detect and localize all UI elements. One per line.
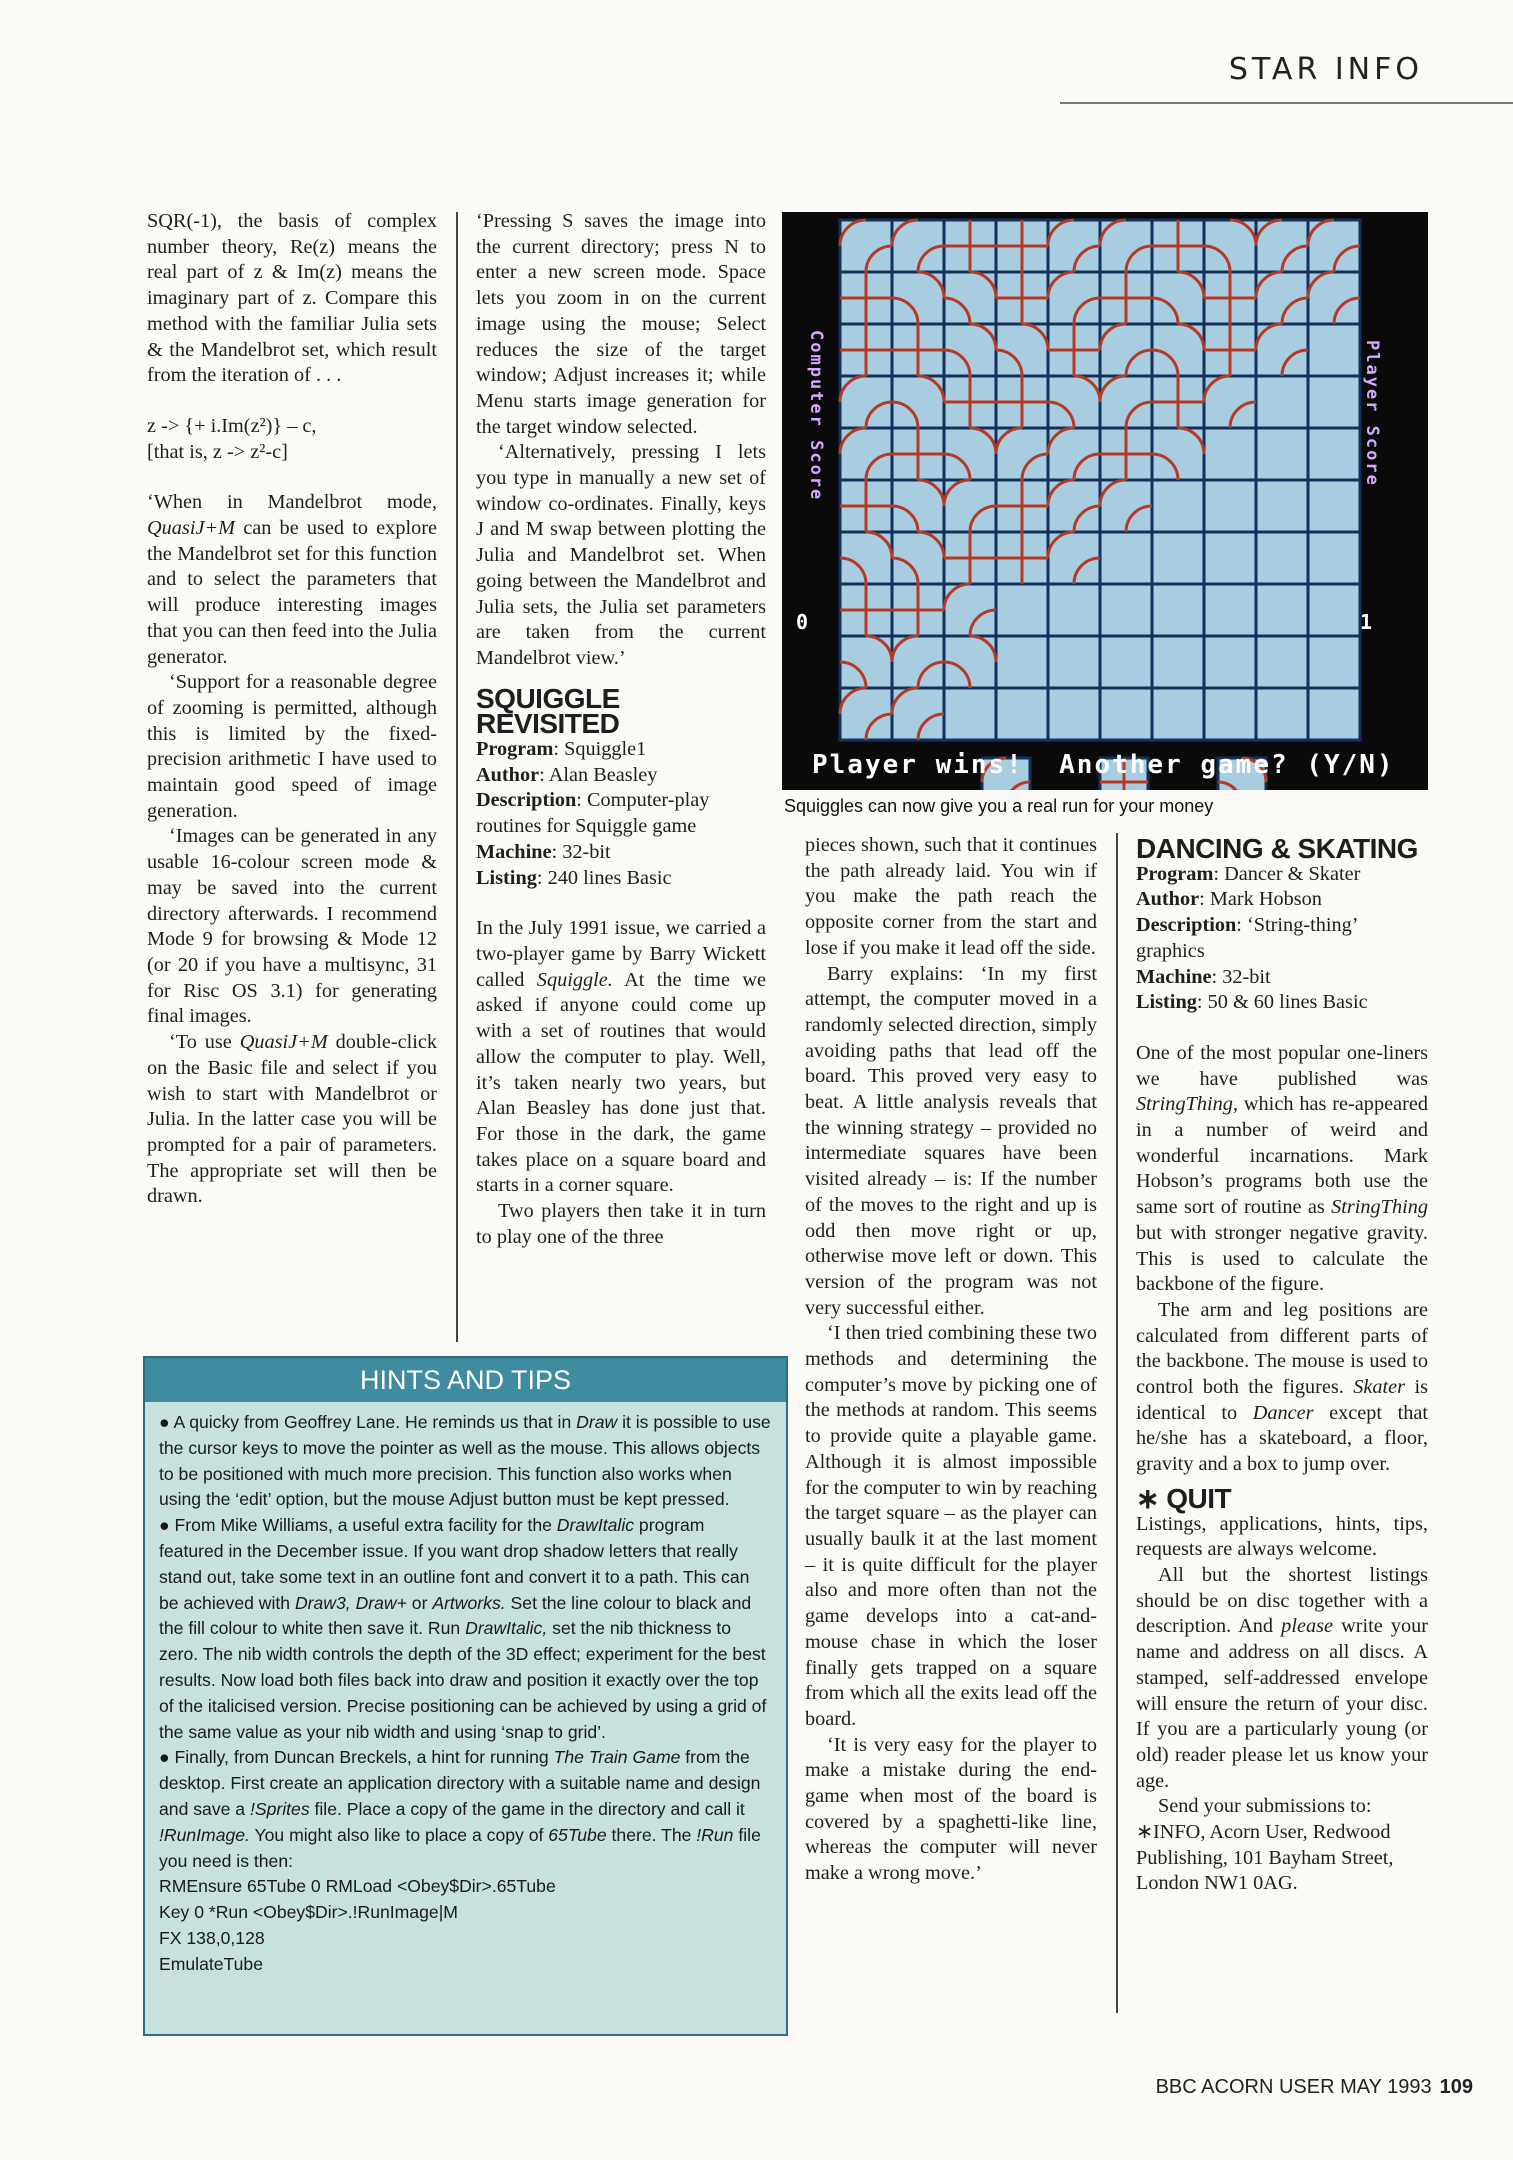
board-cell — [1100, 584, 1152, 636]
program-meta: Program: Squiggle1 Author: Alan Beasley Description: Computer-play routines for Squiggle game Machine: 32-bit Listing: 240 lines Basic — [476, 738, 710, 889]
board-cell — [1152, 688, 1204, 740]
column-2 — [476, 209, 766, 1250]
game-status-message: Player wins! Another game? (Y/N) — [812, 750, 1395, 780]
board-cell — [1308, 688, 1360, 740]
board-cell — [1152, 532, 1204, 584]
player-score: 1 — [1360, 610, 1373, 634]
board-cell — [1308, 532, 1360, 584]
board-cell — [1308, 324, 1360, 376]
col4-paragraph: The arm and leg positions are calculated from different parts of the backbone. The mouse is used to control both the figures. Skater is identical to Dancer except that he/she has a skateboard, a floor, gravity and a box to jump over. — [1136, 1298, 1429, 1476]
section-heading-squiggle: SQUIGGLE REVISITED — [476, 682, 620, 740]
player-score-label: Player Score — [1362, 340, 1382, 487]
col3-paragraph: ‘It is very easy for the player to make a mistake during the end-game when most of the board is covered by a spaghetti-like line, whereas the computer will never make a wrong move.’ — [805, 1733, 1097, 1885]
col3-paragraph: ‘I then tried combining these two methods and determining the computer’s move by picking one of the methods at random. This seems to provide quite a playable game. Although it is almost impossible for the computer to win by reaching the target square – as the player can usually baulk it at the last moment – it is quite difficult for the player also and more often than not the game develops into a cat-and-mouse chase in which the loser finally gets trapped on a square from which all the exits lead off the board. — [805, 1322, 1097, 1730]
program-meta: Program: Dancer & Skater Author: Mark Hobson Description: ‘String-thing’ graphics Machine: 32-bit Listing: 50 & 60 lines Basic — [1136, 862, 1368, 1014]
board-cell — [1256, 428, 1308, 480]
board-cell — [1048, 584, 1100, 636]
board-cell — [1204, 532, 1256, 584]
col1-paragraph: ‘To use QuasiJ+M double-click on the Basic file and select if you wish to start with Mandelbrot or Julia. In the latter case you will be prompted for a pair of parameters. The appropriate set will then be drawn. — [147, 1031, 438, 1208]
code-line: FX 138,0,128 — [159, 1927, 265, 1948]
board-cell — [1152, 584, 1204, 636]
board-cell — [1308, 480, 1360, 532]
board-cell — [1256, 532, 1308, 584]
hints-title: HINTS AND TIPS — [145, 1358, 786, 1402]
board-cell — [1204, 688, 1256, 740]
board-cell — [1256, 376, 1308, 428]
bullet-icon: ● — [159, 1515, 175, 1536]
hints-body — [145, 1402, 786, 1978]
col1-paragraph: ‘Images can be generated in any usable 16-colour screen mode & may be saved into the current directory afterwards. I recommend Mode 9 for browsing & Mode 12 (or 20 if you have a multisync, 31 for Risc OS 3.1) for generating final images. — [147, 825, 437, 1028]
column-1 — [147, 209, 437, 1210]
col1-formula: [that is, z -> z²-c] — [147, 440, 288, 463]
board-cell — [1048, 688, 1100, 740]
column-4 — [1136, 833, 1429, 1897]
bullet-icon: ● — [159, 1412, 174, 1432]
board-cell — [1204, 584, 1256, 636]
board-cell — [1204, 480, 1256, 532]
col3-paragraph: pieces shown, such that it continues the path already laid. You win if you make the path reach the opposite corner from the start and lose if you make it lead off the side. — [805, 834, 1097, 959]
col1-formula: z -> {+ i.Im(z²)} – c, — [147, 414, 317, 437]
column-divider — [456, 212, 458, 1342]
hint-item: ● A quicky from Geoffrey Lane. He reminds us that in Draw it is possible to use the cursor keys to move the pointer as well as the mouse. This allows objects to be positioned with much more precision. This function also works when using the ‘edit’ option, but the mouse Adjust button must be kept pressed. — [159, 1412, 771, 1510]
board-cell — [1308, 636, 1360, 688]
board-cell — [996, 584, 1048, 636]
computer-score: 0 — [796, 610, 809, 634]
board-cell — [1100, 688, 1152, 740]
bullet-icon: ● — [159, 1747, 175, 1768]
image-caption: Squiggles can now give you a real run for your money — [784, 796, 1214, 816]
board-cell — [1308, 428, 1360, 480]
col2-paragraph: ‘Alternatively, pressing I lets you type in manually a new set of window co-ordinates. Finally, keys J and M swap between plotting the Julia and Mandelbrot set. When going between the Mandelbrot and Julia sets, the Julia set parameters are taken from the current Mandelbrot view.’ — [476, 441, 766, 669]
column-divider — [1116, 833, 1118, 2013]
board-cell — [1204, 428, 1256, 480]
col2-paragraph: Two players then take it in turn to play one of the three — [476, 1200, 766, 1248]
code-line: EmulateTube — [159, 1953, 263, 1974]
board-cell — [1048, 636, 1100, 688]
section-header: STAR INFO — [1228, 52, 1423, 87]
page-number: 109 — [1439, 2076, 1473, 2098]
column-3 — [805, 833, 1097, 1887]
board-cell — [1308, 584, 1360, 636]
col4-paragraph: All but the shortest listings should be on disc together with a description. And please write your name and address on all discs. A stamped, self-addressed envelope will ensure the return of your disc. If you are a particularly young (or old) reader please let us know your age. — [1136, 1563, 1428, 1792]
board-cell — [996, 688, 1048, 740]
col4-paragraph: Send your submissions to: — [1158, 1795, 1372, 1818]
board-cell — [1308, 376, 1360, 428]
col2-paragraph: In the July 1991 issue, we carried a two-player game by Barry Wickett called Squiggle. At the time we asked if anyone could come up with a set of routines that would allow the computer to play. Well, it’s taken nearly two years, but Alan Beasley has done just that. For those in the dark, the game takes place on a square board and starts in a corner square. — [476, 917, 766, 1197]
computer-score-label: Computer Score — [806, 330, 826, 502]
board-cell — [996, 636, 1048, 688]
board-cell — [1256, 480, 1308, 532]
code-line: RMEnsure 65Tube 0 RMLoad <Obey$Dir>.65Tube — [159, 1876, 556, 1897]
game-board — [782, 212, 1428, 790]
board-cell — [1204, 636, 1256, 688]
section-heading-quit: ∗ QUIT — [1136, 1482, 1232, 1514]
col1-paragraph: ‘Support for a reasonable degree of zooming is permitted, although this is limited by the fixed-precision arithmetic I have used to maintain good speed of image generation. — [147, 671, 437, 822]
hint-item: ● Finally, from Duncan Breckels, a hint for running The Train Game from the desktop. First create an application directory with a suitable name and design and save a !Sprites file. Place a copy of the game in the directory and call it !RunImage. You might also like to place a copy of 65Tube there. The !Run file you need is then: — [159, 1747, 761, 1871]
code-line: Key 0 *Run <Obey$Dir>.!RunImage|M — [159, 1902, 458, 1923]
page-footer — [1156, 2076, 1473, 2099]
submission-address: ∗INFO, Acorn User, Redwood Publishing, 101 Bayham Street, London NW1 0AG. — [1136, 1821, 1394, 1895]
board-cell — [1152, 480, 1204, 532]
col1-paragraph: ‘When in Mandelbrot mode, QuasiJ+M can be used to explore the Mandelbrot set for this function and to select the parameters that will produce interesting images that you can then feed into the Julia generator. — [147, 491, 437, 668]
hints-and-tips-box — [143, 1356, 788, 2036]
board-cell — [1152, 636, 1204, 688]
board-cell — [1256, 636, 1308, 688]
board-cell — [1256, 584, 1308, 636]
header-rule — [1060, 102, 1513, 104]
board-cell — [1100, 636, 1152, 688]
col1-paragraph: SQR(-1), the basis of complex number theory, Re(z) means the real part of z & Im(z) means the imaginary part of z. Compare this method with the familiar Julia sets & the Mandelbrot set, which result from the iteration of . . . — [147, 210, 437, 387]
board-cell — [1100, 532, 1152, 584]
board-cell — [944, 688, 996, 740]
col4-paragraph: Listings, applications, hints, tips, requests are always welcome. — [1136, 1512, 1428, 1561]
board-cell — [1256, 688, 1308, 740]
squiggle-game-screenshot — [782, 212, 1428, 790]
col4-paragraph: One of the most popular one-liners we have published was StringThing, which has re-appeared in a number of weird and wonderful incarnations. Mark Hobson’s programs both use the same sort of routine as StringThing but with stronger negative gravity. This is used to calculate the backbone of the figure. — [1136, 1041, 1428, 1296]
hint-item: ● From Mike Williams, a useful extra facility for the DrawItalic program featured in the December issue. If you want drop shadow letters that really stand out, take some text in an outline font and convert it to a path. This can be achieved with Draw3, Draw+ or Artworks. Set the line colour to black and the fill colour to white then save it. Run DrawItalic, set the nib thickness to zero. The nib width controls the depth of the 3D effect; experiment for the best results. Now load both files back into draw and position it exactly over the top of the italicised version. Precise positioning can be achieved by using a grid of the same value as your nib width and using ‘snap to grid’. — [159, 1515, 767, 1742]
col2-paragraph: ‘Pressing S saves the image into the current directory; press N to enter a new screen mode. Space lets you zoom in on the current image using the mouse; Select reduces the size of the target window; Adjust increases it; while Menu starts image generation for the target window selected. — [476, 210, 766, 438]
footer-text: BBC ACORN USER MAY 1993 — [1155, 2076, 1432, 2098]
section-heading-dancing: DANCING & SKATING — [1136, 833, 1418, 864]
col3-paragraph: Barry explains: ‘In my first attempt, the computer moved in a randomly selected direction, simply avoiding paths that lead off the board. This proved very easy to beat. A little analysis reveals that the winning strategy – provided no intermediate squares have been visited already – is: If the number of the moves to the right and up is odd then move right or up, otherwise move left or down. This version of the program was not very successful either. — [805, 962, 1097, 1319]
